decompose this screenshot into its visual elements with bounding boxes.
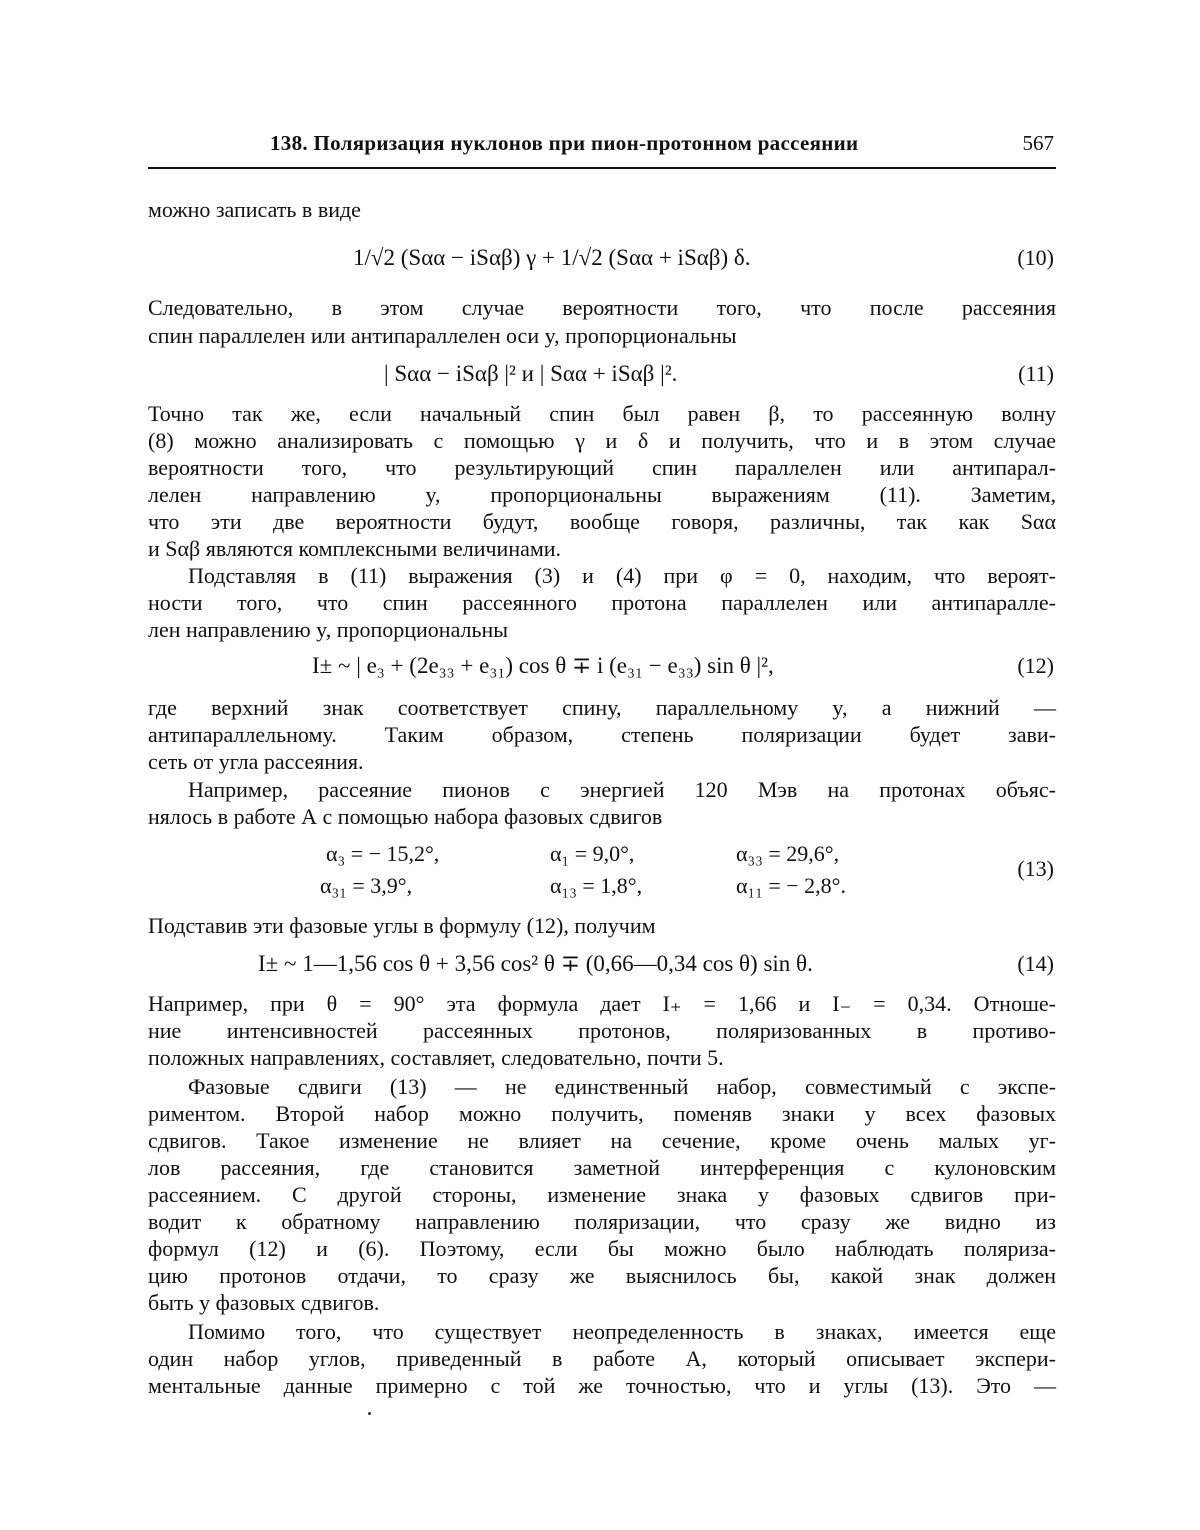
text-line: Точно так же, если начальный спин был равен β, то рассеянную волну bbox=[148, 401, 1056, 426]
equation-number-12: (12) bbox=[1017, 653, 1054, 678]
text-line: Подставив эти фазовые углы в формулу (12), получим bbox=[148, 913, 656, 938]
text-line: что эти две вероятности будут, вообще говоря, различны, так как Sαα bbox=[148, 509, 1056, 534]
book-page bbox=[148, 0, 1056, 1530]
equation-11: | Sαα − iSαβ |² и | Sαα + iSαβ |². bbox=[384, 361, 678, 386]
text-line: рассеянием. С другой стороны, изменение знака у фазовых сдвигов при- bbox=[148, 1182, 1056, 1207]
text-line: Фазовые сдвиги (13) — не единственный набор, совместимый с экспе- bbox=[188, 1074, 1056, 1099]
equation-12: I± ~ | e₃ + (2e₃₃ + e₃₁) cos θ ∓ i (e₃₁ − e₃₃) sin θ |², bbox=[312, 653, 774, 678]
text-line: (8) можно анализировать с помощью γ и δ и получить, что и в этом случае bbox=[148, 428, 1056, 453]
text-line: Подставляя в (11) выражения (3) и (4) при φ = 0, находим, что вероят- bbox=[188, 563, 1056, 588]
text-line: цию протонов отдачи, то сразу же выяснилось бы, какой знак должен bbox=[148, 1263, 1056, 1288]
phase-shift-a33: α₃₃ = 29,6°, bbox=[736, 841, 840, 866]
phase-shift-a3: α₃ = − 15,2°, bbox=[326, 841, 440, 866]
phase-shift-a1: α₁ = 9,0°, bbox=[550, 841, 635, 866]
page-number: 567 bbox=[1022, 131, 1054, 155]
text-line: сеть от угла рассеяния. bbox=[148, 749, 364, 774]
text-line: и Sαβ являются комплексными величинами. bbox=[148, 536, 562, 561]
phase-shift-a31: α₃₁ = 3,9°, bbox=[320, 873, 413, 898]
text-line: можно записать в виде bbox=[148, 197, 361, 222]
text-line: лелен направлению y, пропорциональны выражениям (11). Заметим, bbox=[148, 482, 1056, 507]
text-line: сдвигов. Такое изменение не влияет на сечение, кроме очень малых уг- bbox=[148, 1128, 1056, 1153]
text-line: спин параллелен или антипараллелен оси y, пропорциональны bbox=[148, 323, 737, 348]
running-title: 138. Поляризация нуклонов при пион-протонном рассеянии bbox=[270, 131, 859, 155]
print-speck bbox=[368, 1412, 371, 1415]
text-line: где верхний знак соответствует спину, параллельному y, а нижний — bbox=[148, 695, 1056, 720]
text-line: риментом. Второй набор можно получить, поменяв знаки у всех фазовых bbox=[148, 1101, 1056, 1126]
text-line: вероятности того, что результирующий спин параллелен или антипарал- bbox=[148, 455, 1056, 480]
phase-shift-a13: α₁₃ = 1,8°, bbox=[550, 873, 643, 898]
equation-number-10: (10) bbox=[1017, 245, 1054, 270]
text-line: лов рассеяния, где становится заметной интерференция с кулоновским bbox=[148, 1155, 1056, 1180]
text-line: быть у фазовых сдвигов. bbox=[148, 1290, 380, 1315]
equation-number-13: (13) bbox=[1017, 856, 1054, 881]
equation-number-11: (11) bbox=[1018, 361, 1054, 386]
text-line: один набор углов, приведенный в работе А, который описывает экспери- bbox=[148, 1346, 1056, 1371]
text-line: ности того, что спин рассеянного протона параллелен или антипаралле- bbox=[148, 590, 1056, 615]
phase-shift-a11: α₁₁ = − 2,8°. bbox=[736, 873, 846, 898]
equation-number-14: (14) bbox=[1017, 951, 1054, 976]
text-line: антипараллельному. Таким образом, степень поляризации будет зави- bbox=[148, 722, 1056, 747]
equation-10: 1/√2 (Sαα − iSαβ) γ + 1/√2 (Sαα + iSαβ) δ. bbox=[353, 245, 751, 270]
page-header bbox=[148, 131, 1056, 169]
text-line: Например, при θ = 90° эта формула дает I₊ = 1,66 и I₋ = 0,34. Отноше- bbox=[148, 991, 1056, 1016]
text-line: нялось в работе А с помощью набора фазовых сдвигов bbox=[148, 804, 663, 829]
text-line: ние интенсивностей рассеянных протонов, поляризованных в противо- bbox=[148, 1018, 1056, 1043]
text-line: Следовательно, в этом случае вероятности того, что после рассеяния bbox=[148, 295, 1056, 320]
text-line: лен направлению y, пропорциональны bbox=[148, 617, 509, 642]
equation-14: I± ~ 1—1,56 cos θ + 3,56 cos² θ ∓ (0,66—0,34 cos θ) sin θ. bbox=[258, 951, 813, 976]
text-line: Помимо того, что существует неопределенность в знаках, имеется еще bbox=[188, 1319, 1056, 1344]
text-line: формул (12) и (6). Поэтому, если бы можно было наблюдать поляриза- bbox=[148, 1236, 1056, 1261]
text-line: ментальные данные примерно с той же точностью, что и углы (13). Это — bbox=[148, 1373, 1056, 1398]
text-line: положных направлениях, составляет, следовательно, почти 5. bbox=[148, 1045, 724, 1070]
text-line: Например, рассеяние пионов с энергией 120 Мэв на протонах объяс- bbox=[188, 777, 1056, 802]
text-line: водит к обратному направлению поляризации, что сразу же видно из bbox=[148, 1209, 1056, 1234]
